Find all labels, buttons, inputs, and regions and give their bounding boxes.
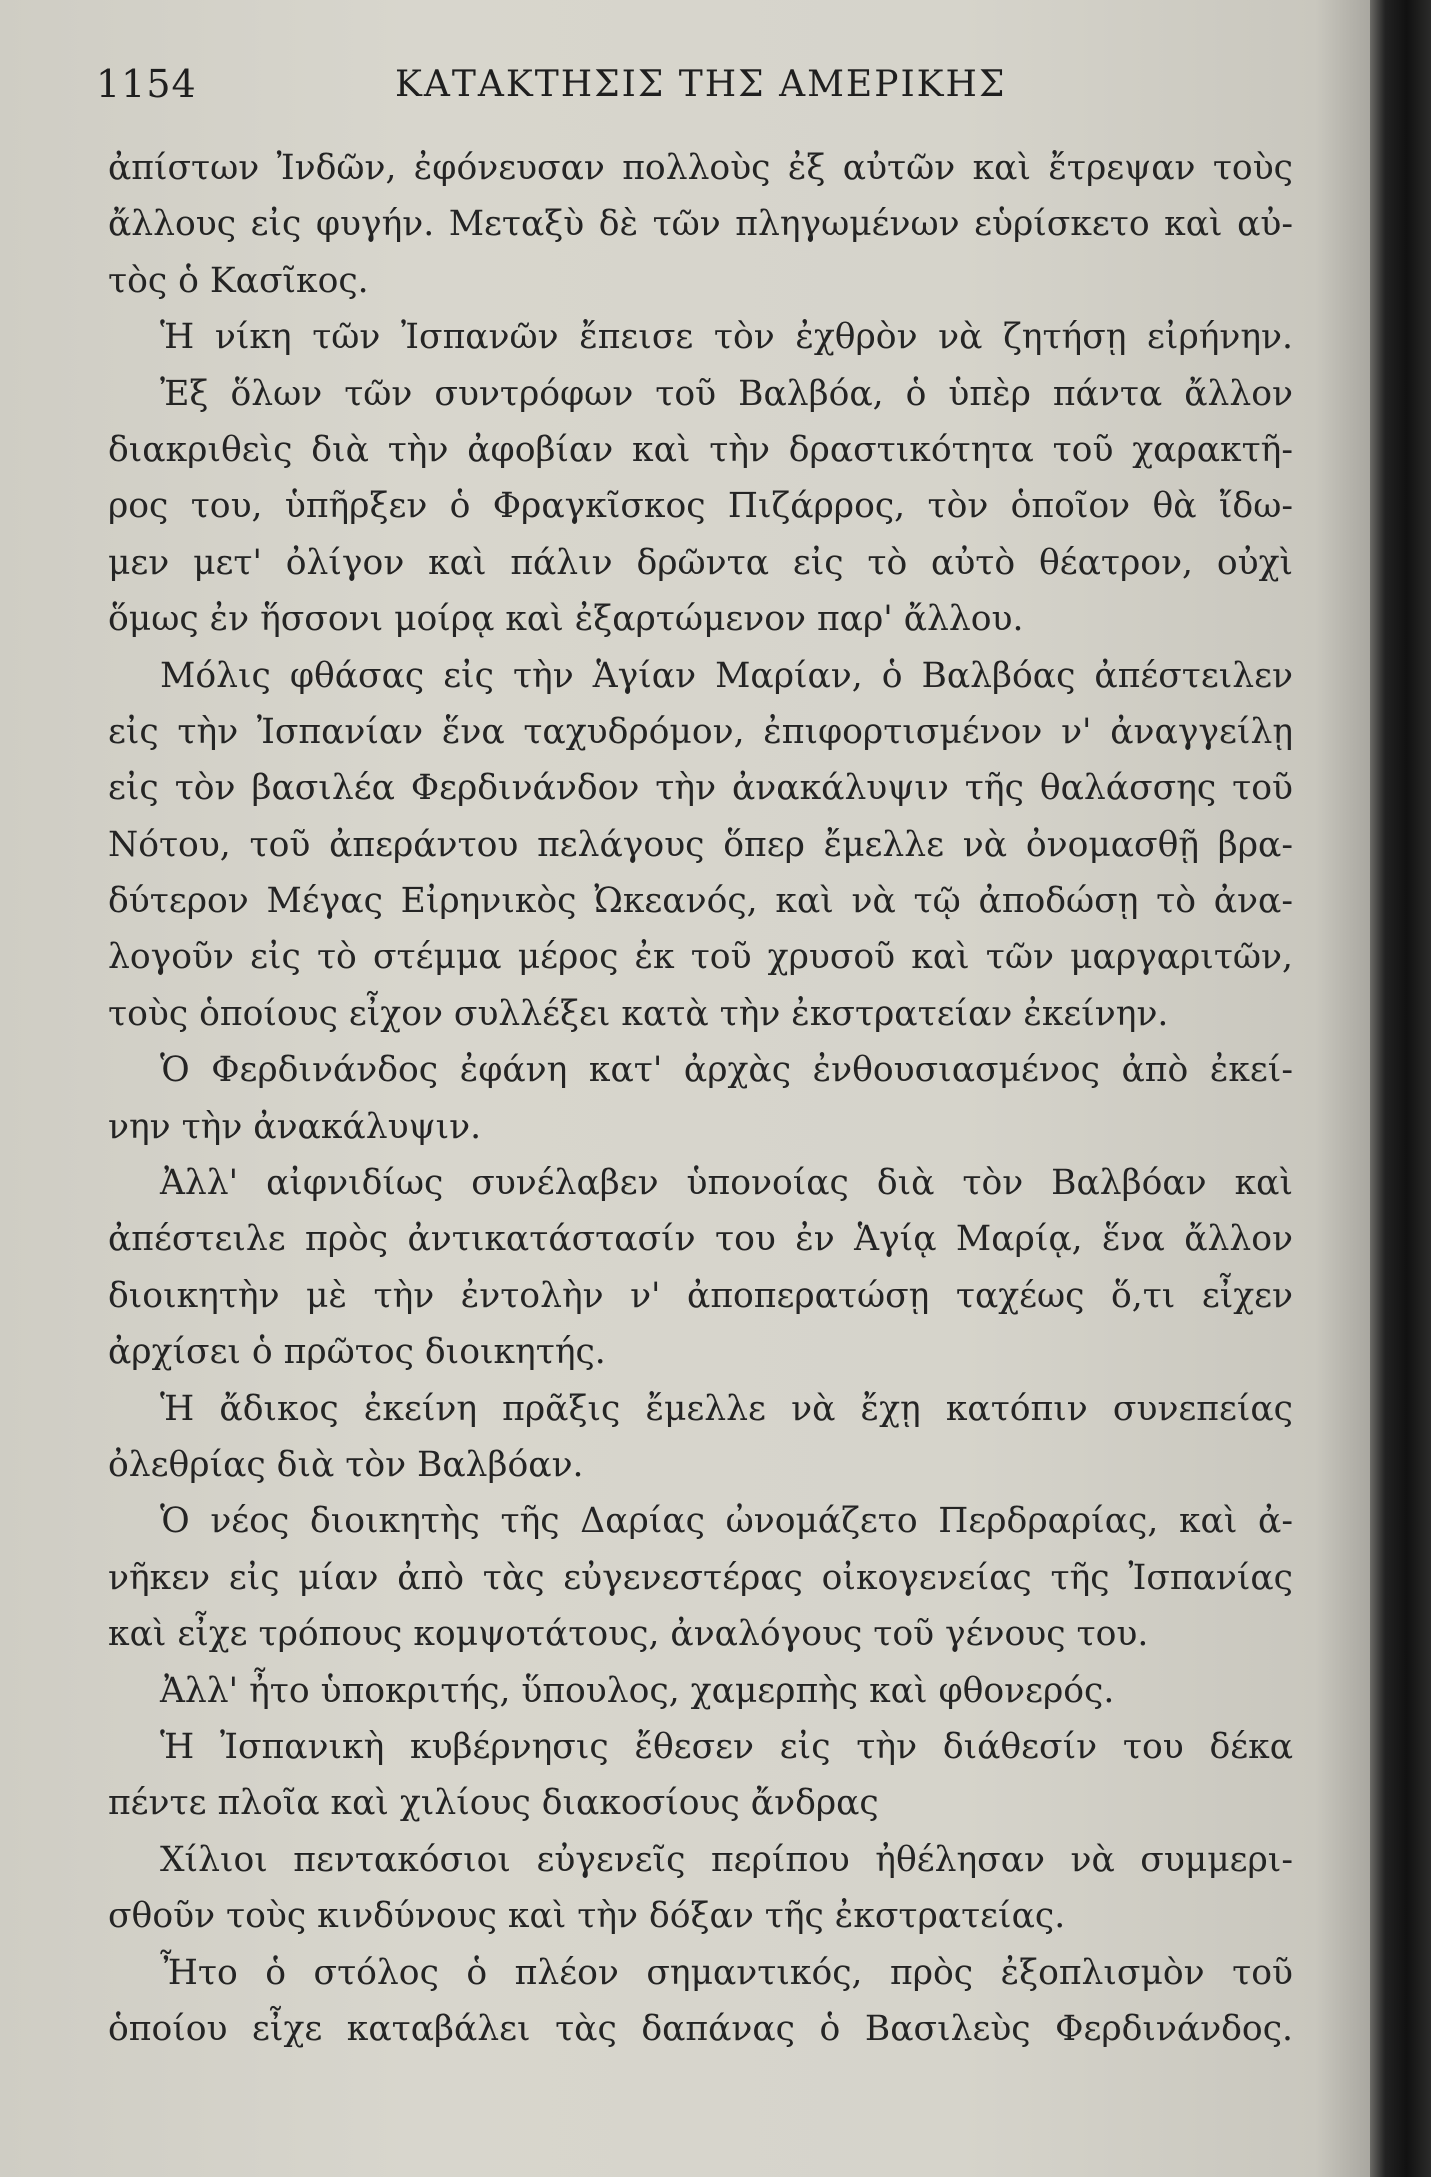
text-line: ὁποίου εἶχε καταβάλει τὰς δαπάνας ὁ Βασιλεὺς Φερδινάνδος. [108, 2008, 1293, 2049]
page-number: 1154 [96, 62, 197, 106]
text-line: Ἦτο ὁ στόλος ὁ πλέον σημαντικός, πρὸς ἐξοπλισμὸν τοῦ [160, 1952, 1293, 1993]
text-line: μεν μετ' ὀλίγον καὶ πάλιν δρῶντα εἰς τὸ αὐτὸ θέατρον, οὐχὶ [108, 542, 1293, 583]
text-line: Ἐξ ὅλων τῶν συντρόφων τοῦ Βαλβόα, ὁ ὑπὲρ πάντα ἄλλον [160, 373, 1293, 414]
book-gutter-shadow [1370, 0, 1431, 2177]
text-line: πέντε πλοῖα καὶ χιλίους διακοσίους ἄνδρας [108, 1783, 879, 1824]
running-title: ΚΑΤΑΚΤΗΣΙΣ ΤΗΣ ΑΜΕΡΙΚΗΣ [395, 64, 1007, 105]
text-line: διακριθεὶς διὰ τὴν ἀφοβίαν καὶ τὴν δραστικότητα τοῦ χαρακτῆ- [108, 429, 1293, 470]
text-line: Ἡ νίκη τῶν Ἰσπανῶν ἔπεισε τὸν ἐχθρὸν νὰ ζητήσῃ εἰρήνην. [160, 317, 1293, 358]
text-line: νῆκεν εἰς μίαν ἀπὸ τὰς εὐγενεστέρας οἰκογενείας τῆς Ἰσπανίας [108, 1557, 1293, 1598]
text-line: εἰς τὴν Ἰσπανίαν ἕνα ταχυδρόμον, ἐπιφορτισμένον ν' ἀναγγείλῃ [108, 711, 1293, 752]
text-line: Νότου, τοῦ ἀπεράντου πελάγους ὅπερ ἔμελλε νὰ ὀνομασθῇ βρα- [108, 824, 1293, 865]
text-line: Ἀλλ' ἦτο ὑποκριτής, ὕπουλος, χαμερπὴς καὶ φθονερός. [160, 1670, 1115, 1711]
text-line: τοὺς ὁποίους εἶχον συλλέξει κατὰ τὴν ἐκστρατείαν ἐκείνην. [108, 993, 1169, 1034]
text-line: Ὁ Φερδινάνδος ἐφάνη κατ' ἀρχὰς ἐνθουσιασμένος ἀπὸ ἐκεί- [160, 1050, 1293, 1091]
text-line: εἰς τὸν βασιλέα Φερδινάνδον τὴν ἀνακάλυψιν τῆς θαλάσσης τοῦ [108, 768, 1293, 809]
text-line: ἀπέστειλε πρὸς ἀντικατάστασίν του ἐν Ἁγίᾳ Μαρίᾳ, ἕνα ἄλλον [108, 1219, 1293, 1260]
text-line: ρος του, ὑπῆρξεν ὁ Φραγκῖσκος Πιζάρρος, τὸν ὁποῖον θὰ ἴδω- [108, 486, 1293, 527]
text-line: ἀρχίσει ὁ πρῶτος διοικητής. [108, 1332, 606, 1373]
body-text [108, 140, 1293, 2057]
text-line: Χίλιοι πεντακόσιοι εὐγενεῖς περίπου ἠθέλησαν νὰ συμμερι- [160, 1839, 1293, 1880]
text-line: σθοῦν τοὺς κινδύνους καὶ τὴν δόξαν τῆς ἐκστρατείας. [108, 1896, 1066, 1937]
text-line: λογοῦν εἰς τὸ στέμμα μέρος ἐκ τοῦ χρυσοῦ καὶ τῶν μαργαριτῶν, [108, 937, 1293, 978]
page-header [0, 62, 1370, 122]
text-line: Μόλις φθάσας εἰς τὴν Ἁγίαν Μαρίαν, ὁ Βαλβόας ἀπέστειλεν [160, 655, 1293, 696]
text-line: δύτερον Μέγας Εἰρηνικὸς Ὠκεανός, καὶ νὰ τῷ ἀποδώσῃ τὸ ἀνα- [108, 881, 1293, 922]
text-line: διοικητὴν μὲ τὴν ἐντολὴν ν' ἀποπερατώσῃ ταχέως ὅ,τι εἶχεν [108, 1275, 1293, 1316]
text-line: ὅμως ἐν ἥσσονι μοίρᾳ καὶ ἐξαρτώμενον παρ' ἄλλου. [108, 599, 1024, 640]
text-line: Ἀλλ' αἰφνιδίως συνέλαβεν ὑπονοίας διὰ τὸν Βαλβόαν καὶ [160, 1163, 1293, 1204]
text-line: Ἡ ἄδικος ἐκείνη πρᾶξις ἔμελλε νὰ ἔχῃ κατόπιν συνεπείας [160, 1388, 1293, 1429]
text-line: Ὁ νέος διοικητὴς τῆς Δαρίας ὠνομάζετο Περδραρίας, καὶ ἀ- [160, 1501, 1293, 1542]
text-line: τὸς ὁ Κασῖκος. [108, 260, 369, 301]
text-line: ἄλλους εἰς φυγήν. Μεταξὺ δὲ τῶν πληγωμένων εὑρίσκετο καὶ αὐ- [108, 204, 1293, 245]
text-line: νην τὴν ἀνακάλυψιν. [108, 1106, 482, 1147]
text-line: ἀπίστων Ἰνδῶν, ἐφόνευσαν πολλοὺς ἐξ αὐτῶν καὶ ἔτρεψαν τοὺς [108, 148, 1293, 188]
text-line: ὀλεθρίας διὰ τὸν Βαλβόαν. [108, 1444, 584, 1485]
text-line: καὶ εἶχε τρόπους κομψοτάτους, ἀναλόγους τοῦ γένους του. [108, 1614, 1149, 1655]
text-line: Ἡ Ἰσπανικὴ κυβέρνησις ἔθεσεν εἰς τὴν διάθεσίν του δέκα [160, 1726, 1293, 1767]
